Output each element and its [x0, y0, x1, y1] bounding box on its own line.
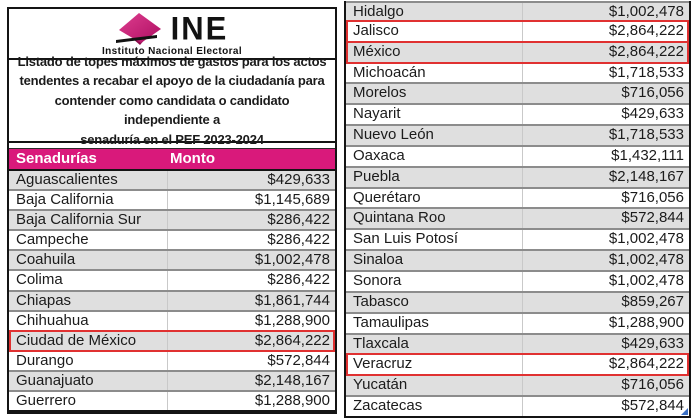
amount-cell: $1,432,111: [611, 146, 684, 164]
right-table-body: [346, 1, 689, 418]
table-row: [346, 335, 689, 356]
state-name-cell: Querétaro: [346, 189, 523, 208]
amount-cell: $1,002,478: [608, 3, 684, 20]
table-row: [346, 189, 689, 210]
amount-cell: $716,056: [621, 376, 684, 394]
table-row: [9, 352, 335, 372]
table-row: [9, 271, 335, 291]
table-row-highlighted: [9, 332, 335, 352]
amount-cell: $429,633: [267, 171, 330, 188]
table-row: [9, 251, 335, 271]
amount-cell: $286,422: [267, 211, 330, 229]
amount-cell: $1,002,478: [608, 230, 684, 248]
state-name-cell: Jalisco: [346, 22, 523, 41]
state-name-cell: Yucatán: [346, 376, 523, 395]
table-row: [346, 251, 689, 272]
state-name-cell: Colima: [9, 271, 168, 289]
state-name-cell: Guanajuato: [9, 372, 168, 390]
document-title: [9, 53, 335, 147]
table-row: [9, 231, 335, 251]
table-row: [346, 105, 689, 126]
amount-cell: $1,002,478: [608, 271, 684, 289]
state-name-cell: Tamaulipas: [346, 314, 523, 333]
amount-cell: $1,718,533: [608, 63, 684, 81]
ine-ballot-box-icon: [116, 13, 162, 46]
state-name-cell: San Luis Potosí: [346, 230, 523, 249]
table-row: [346, 209, 689, 230]
state-name-cell: Puebla: [346, 168, 523, 187]
amount-cell: $2,148,167: [608, 167, 684, 185]
amount-cell: $1,861,744: [254, 291, 330, 309]
state-name-cell: Sinaloa: [346, 251, 523, 270]
amount-cell: $1,288,900: [254, 311, 330, 329]
state-name-cell: México: [346, 43, 523, 62]
table-row: [346, 84, 689, 105]
state-name-cell: Durango: [9, 352, 168, 370]
table-row: [346, 147, 689, 168]
state-name-cell: Zacatecas: [346, 397, 523, 416]
amount-cell: $286,422: [267, 231, 330, 249]
amount-cell: $2,148,167: [254, 371, 330, 389]
amount-cell: $2,864,222: [608, 355, 684, 373]
selection-handle-icon: [681, 408, 688, 415]
state-name-cell: Ciudad de México: [9, 332, 168, 350]
table-row-highlighted: [346, 43, 689, 64]
table-row: [346, 64, 689, 85]
table-header: [9, 148, 335, 171]
state-name-cell: Coahuila: [9, 251, 168, 269]
state-name-cell: Nuevo León: [346, 126, 523, 145]
table-row: [346, 314, 689, 335]
table-row: [346, 168, 689, 189]
amount-cell: $1,002,478: [608, 251, 684, 269]
table-row: [9, 292, 335, 312]
left-panel: [7, 7, 337, 414]
amount-cell: $572,844: [621, 397, 684, 415]
state-name-cell: Nayarit: [346, 105, 523, 124]
amount-cell: $2,864,222: [254, 331, 330, 349]
state-name-cell: Tlaxcala: [346, 335, 523, 354]
ine-acronym: INE: [170, 10, 229, 47]
state-name-cell: Guerrero: [9, 392, 168, 410]
state-name-cell: Sonora: [346, 272, 523, 291]
left-table-body: [9, 171, 335, 412]
state-name-cell: Tabasco: [346, 293, 523, 312]
amount-cell: $1,145,689: [254, 191, 330, 209]
table-row: [346, 397, 689, 418]
table-row: [9, 372, 335, 392]
title-line: tendentes a recabar el apoyo de la ciudadanía para: [19, 73, 325, 89]
title-line: contender como candidata o candidato independiente a: [54, 92, 290, 128]
table-row: [346, 272, 689, 293]
amount-cell: $1,288,900: [608, 313, 684, 331]
column-header-monto: Monto: [170, 150, 215, 167]
amount-cell: $859,267: [621, 292, 684, 310]
amount-cell: $572,844: [621, 209, 684, 227]
table-row: [346, 126, 689, 147]
amount-cell: $1,002,478: [254, 251, 330, 269]
ine-logo-subtitle: Instituto Nacional Electoral: [101, 45, 243, 57]
title-line: Listado de topes máximos de gastos para los actos: [17, 53, 327, 69]
amount-cell: $716,056: [621, 84, 684, 102]
amount-cell: $2,864,222: [608, 42, 684, 60]
state-name-cell: Veracruz: [346, 355, 523, 374]
amount-cell: $286,422: [267, 271, 330, 289]
table-row: [346, 230, 689, 251]
state-name-cell: Hidalgo: [346, 3, 523, 20]
state-name-cell: Michoacán: [346, 64, 523, 83]
state-name-cell: Chiapas: [9, 292, 168, 310]
table-row: [9, 392, 335, 412]
amount-cell: $2,864,222: [608, 21, 684, 39]
table-row: [346, 1, 689, 22]
table-row: [346, 376, 689, 397]
right-table: [344, 1, 691, 418]
table-row: [9, 312, 335, 332]
amount-cell: $429,633: [621, 105, 684, 123]
table-row: [9, 211, 335, 231]
amount-cell: $429,633: [621, 334, 684, 352]
table-row: [9, 171, 335, 191]
state-name-cell: Chihuahua: [9, 312, 168, 330]
state-name-cell: Quintana Roo: [346, 209, 523, 228]
state-name-cell: Morelos: [346, 84, 523, 103]
table-row: [9, 191, 335, 211]
amount-cell: $1,718,533: [608, 126, 684, 144]
state-name-cell: Baja California: [9, 191, 168, 209]
state-name-cell: Oaxaca: [346, 147, 523, 166]
state-name-cell: Baja California Sur: [9, 211, 168, 229]
title-line: senaduría en el PEF 2023-2024: [80, 131, 264, 147]
table-row: [346, 293, 689, 314]
table-row-highlighted: [346, 22, 689, 43]
amount-cell: $716,056: [621, 188, 684, 206]
state-name-cell: Aguascalientes: [9, 171, 168, 189]
table-row-highlighted: [346, 355, 689, 376]
state-name-cell: Campeche: [9, 231, 168, 249]
amount-cell: $572,844: [267, 351, 330, 369]
amount-cell: $1,288,900: [254, 392, 330, 410]
column-header-senadurias: Senadurías: [16, 150, 97, 167]
